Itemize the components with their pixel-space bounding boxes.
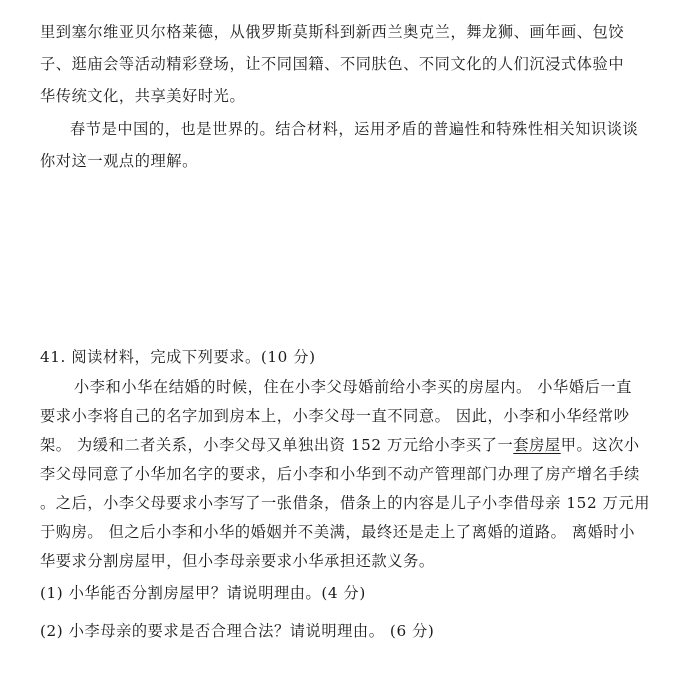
material-line-3-end: 甲。这次小 [560, 436, 640, 454]
question-41-heading: 41. 阅读材料，完成下列要求。(10 分) [40, 348, 316, 366]
material-line-3-start: 架。 为缓和二者关系，小李父母又单独出资 152 万元给小李买了一 [40, 436, 514, 454]
prompt-line-2: 你对这一观点的理解。 [40, 152, 198, 170]
material-line-7: 华要求分割房屋甲，但小李母亲要求小华承担还款义务。 [40, 552, 435, 570]
passage-line-3: 华传统文化，共享美好时光。 [40, 87, 246, 105]
material-line-2: 要求小李将自己的名字加到房本上，小李父母一直不同意。 因此，小李和小华经常吵 [40, 407, 630, 425]
passage-line-2: 子、逛庙会等活动精彩登场，让不同国籍、不同肤色、不同文化的人们沉浸式体验中 [40, 55, 625, 73]
material-line-1: 小李和小华在结婚的时候，住在小李父母婚前给小李买的房屋内。 小华婚后一直 [74, 378, 632, 396]
underlined-term: 套房屋 [513, 436, 561, 454]
sub-question-2: (2) 小李母亲的要求是否合理合法？请说明理由。 (6 分) [40, 622, 435, 640]
material-line-5: 。之后，小李父母要求小李写了一张借条，借条上的内容是儿子小李借母亲 152 万元用 [40, 494, 650, 512]
sub-question-1: (1) 小华能否分割房屋甲？请说明理由。(4 分) [40, 584, 366, 602]
material-line-3 [40, 435, 640, 455]
material-line-6: 于购房。 但之后小李和小华的婚姻并不美满，最终还是走上了离婚的道路。 离婚时小 [40, 523, 635, 541]
passage-line-1: 里到塞尔维亚贝尔格莱德，从俄罗斯莫斯科到新西兰奥克兰，舞龙狮、画年画、包饺 [40, 23, 625, 41]
prompt-line-1: 春节是中国的，也是世界的。结合材料，运用矛盾的普遍性和特殊性相关知识谈谈 [70, 120, 639, 138]
material-line-4: 李父母同意了小华加名字的要求，后小李和小华到不动产管理部门办理了房产增名手续 [40, 465, 640, 483]
